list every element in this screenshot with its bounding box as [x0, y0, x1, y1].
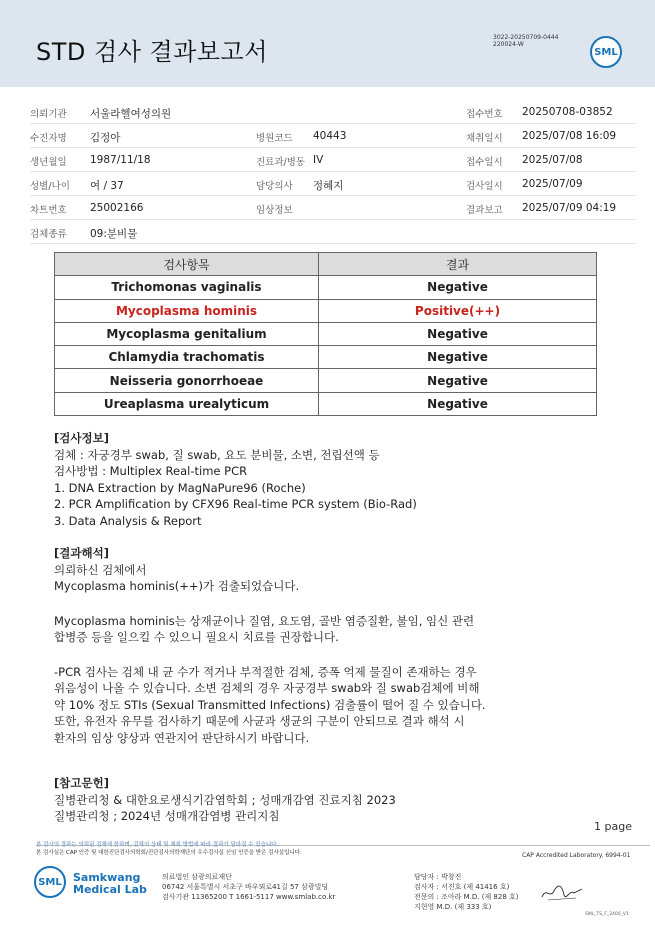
text-line: 합병증 등을 일으킬 수 있으니 필요시 치료를 권장합니다.	[54, 630, 339, 644]
text-line: Mycoplasma hominis(++)가 검출되었습니다.	[54, 579, 300, 593]
test-result: Negative	[319, 276, 597, 299]
table-row	[55, 392, 597, 415]
test-date-value: 2025/07/09	[522, 178, 583, 190]
test-info-section	[54, 430, 614, 529]
patient-info	[30, 100, 636, 244]
text-line: 질병관리청 ; 2024년 성매개감염병 관리지침	[54, 809, 280, 823]
test-item: Trichomonas vaginalis	[55, 276, 319, 299]
receipt-no-label: 접수번호	[466, 109, 503, 120]
specimen-label: 검체종류	[30, 229, 67, 240]
signature-icon	[540, 883, 584, 903]
receive-label: 접수일시	[466, 157, 503, 168]
patient-label: 수진자명	[30, 133, 67, 144]
chart-value: 25002166	[90, 202, 144, 214]
document-number-line-2: 220024-W	[493, 41, 524, 48]
test-result: Negative	[319, 346, 597, 369]
lab-info-line: 검사기관 11365200 T 1661-5117 www.smlab.co.kr	[162, 893, 336, 901]
sml-logo-icon: SML	[590, 36, 622, 68]
references-section	[54, 775, 614, 825]
test-item: Mycoplasma hominis	[55, 299, 319, 322]
lab-info-line: 06742 서울특별시 서초구 바우뫼로41길 57 삼광빌딩	[162, 883, 329, 891]
receive-value: 2025/07/08	[522, 154, 583, 166]
birth-label: 생년월일	[30, 157, 67, 168]
report-header	[0, 0, 655, 87]
info-row	[30, 124, 636, 148]
page-number: 1 page	[594, 820, 632, 833]
text-line: 검사방법 : Multiplex Real-time PCR	[54, 464, 248, 478]
doctor-value: 정혜지	[313, 180, 344, 192]
clinical-label: 임상정보	[256, 205, 293, 216]
dept-value: IV	[313, 154, 324, 166]
birth-value: 1987/11/18	[90, 154, 151, 166]
text-line: 위음성이 나올 수 있습니다. 소변 검체의 경우 자궁경부 swab와 질 swab검체에 비해	[54, 681, 480, 695]
ward-code-value: 40443	[313, 130, 347, 142]
lab-info-line: 의료법인 삼광의료재단	[162, 873, 232, 881]
patient-value: 김정아	[90, 132, 121, 144]
report-value: 2025/07/09 04:19	[522, 202, 617, 214]
receipt-no-value: 20250708-03852	[522, 106, 613, 118]
spacer	[54, 646, 614, 664]
table-row	[55, 322, 597, 345]
text-line: 검체 : 자궁경부 swab, 질 swab, 요도 분비물, 소변, 전립선액 등	[54, 447, 380, 462]
column-header-item: 검사항목	[55, 253, 319, 276]
test-result: Negative	[319, 392, 597, 415]
section-title: [검사정보]	[54, 431, 109, 445]
test-date-label: 검사일시	[466, 181, 503, 192]
staff-line: 전문의 : 조아라 M.D. (제 828 호)	[414, 893, 519, 901]
chart-label: 차트번호	[30, 205, 67, 216]
text-line: 3. Data Analysis & Report	[54, 513, 202, 528]
disclaimer-line-2: 본 검사실은 CAP 인증 및 대한진단검사의학회/진단검사의학재단의 우수검사실 신임 인증을 받은 검사실입니다.	[36, 850, 302, 856]
results-header-row	[55, 253, 597, 276]
report-title: STD 검사 결과보고서	[36, 38, 268, 66]
info-row	[30, 172, 636, 196]
text-line: 환자의 임상 양상과 연관지어 판단하시기 바랍니다.	[54, 730, 310, 745]
section-title: [참고문헌]	[54, 776, 109, 790]
lab-info	[162, 872, 335, 902]
text-line: 1. DNA Extraction by MagNaPure96 (Roche)	[54, 480, 306, 495]
test-item: Neisseria gonorrhoeae	[55, 369, 319, 392]
info-row	[30, 100, 636, 124]
table-row	[55, 299, 597, 322]
sml-logo-icon: SML	[34, 866, 66, 898]
table-row	[55, 276, 597, 299]
staff-info	[414, 872, 519, 912]
lab-name-line-1: Samkwang	[73, 871, 141, 884]
ward-code-label: 병원코드	[256, 133, 293, 144]
collect-value: 2025/07/08 16:09	[522, 130, 617, 142]
form-code: SML_TS_F_2400_V1	[585, 912, 629, 917]
section-title: [결과해석]	[54, 546, 109, 560]
test-item: Ureaplasma urealyticum	[55, 392, 319, 415]
lab-name	[73, 872, 147, 896]
sex-age-label: 성별/나이	[30, 181, 70, 192]
staff-line: 검사자 : 서진호 (제 41416 호)	[414, 883, 510, 891]
results-table	[54, 252, 597, 416]
report-label: 결과보고	[466, 205, 503, 216]
text-line: Mycoplasma hominis는 상재균이나 질염, 요도염, 골반 염증질환, 불임, 임신 관련	[54, 613, 475, 628]
doctor-label: 담당의사	[256, 181, 293, 192]
test-item: Mycoplasma genitalium	[55, 322, 319, 345]
interpretation-section	[54, 545, 614, 746]
info-row	[30, 196, 636, 220]
lab-name-line-2: Medical Lab	[73, 883, 147, 896]
staff-line: 지현영 M.D. (제 333 호)	[414, 903, 492, 911]
table-row	[55, 369, 597, 392]
document-number	[493, 34, 558, 48]
institution-label: 의뢰기관	[30, 109, 67, 120]
test-result: Positive(++)	[319, 299, 597, 322]
specimen-value: 09:분비물	[90, 228, 138, 240]
staff-line: 담당자 : 박창진	[414, 873, 462, 881]
test-item: Chlamydia trachomatis	[55, 346, 319, 369]
text-line: 약 10% 정도 STIs (Sexual Transmitted Infections) 검출률이 떨어 질 수 있습니다.	[54, 697, 486, 712]
text-line: 의뢰하신 검체에서	[54, 562, 147, 577]
disclaimer-line-1: 본 검사의 결과는 의뢰된 검체에 한하며, 검체의 상태 및 채취 방법에 따라 결과가 달라질 수 있습니다.	[36, 842, 279, 848]
cap-accreditation: CAP Accredited Laboratory. 6994-01	[522, 852, 631, 859]
text-line: 또한, 유전자 유무를 검사하기 때문에 사균과 생균의 구분이 안되므로 결과 해석 시	[54, 714, 465, 728]
info-row	[30, 148, 636, 172]
collect-label: 채취일시	[466, 133, 503, 144]
text-line: -PCR 검사는 검체 내 균 수가 적거나 부적절한 검체, 증폭 억제 물질이 존재하는 경우	[54, 664, 477, 679]
institution-value: 서울라헬여성의원	[90, 108, 172, 120]
spacer	[54, 595, 614, 613]
dept-label: 진료과/병동	[256, 157, 306, 168]
info-row	[30, 220, 636, 244]
test-result: Negative	[319, 322, 597, 345]
table-row	[55, 346, 597, 369]
column-header-result: 결과	[319, 253, 597, 276]
text-line: 2. PCR Amplification by CFX96 Real-time PCR system (Bio-Rad)	[54, 497, 417, 511]
document-number-line-1: 3022-20250709-0444	[493, 34, 559, 41]
test-result: Negative	[319, 369, 597, 392]
sex-age-value: 여 / 37	[90, 180, 124, 192]
text-line: 질병관리청 & 대한요로생식기감염학회 ; 성매개감염 진료지침 2023	[54, 792, 396, 807]
